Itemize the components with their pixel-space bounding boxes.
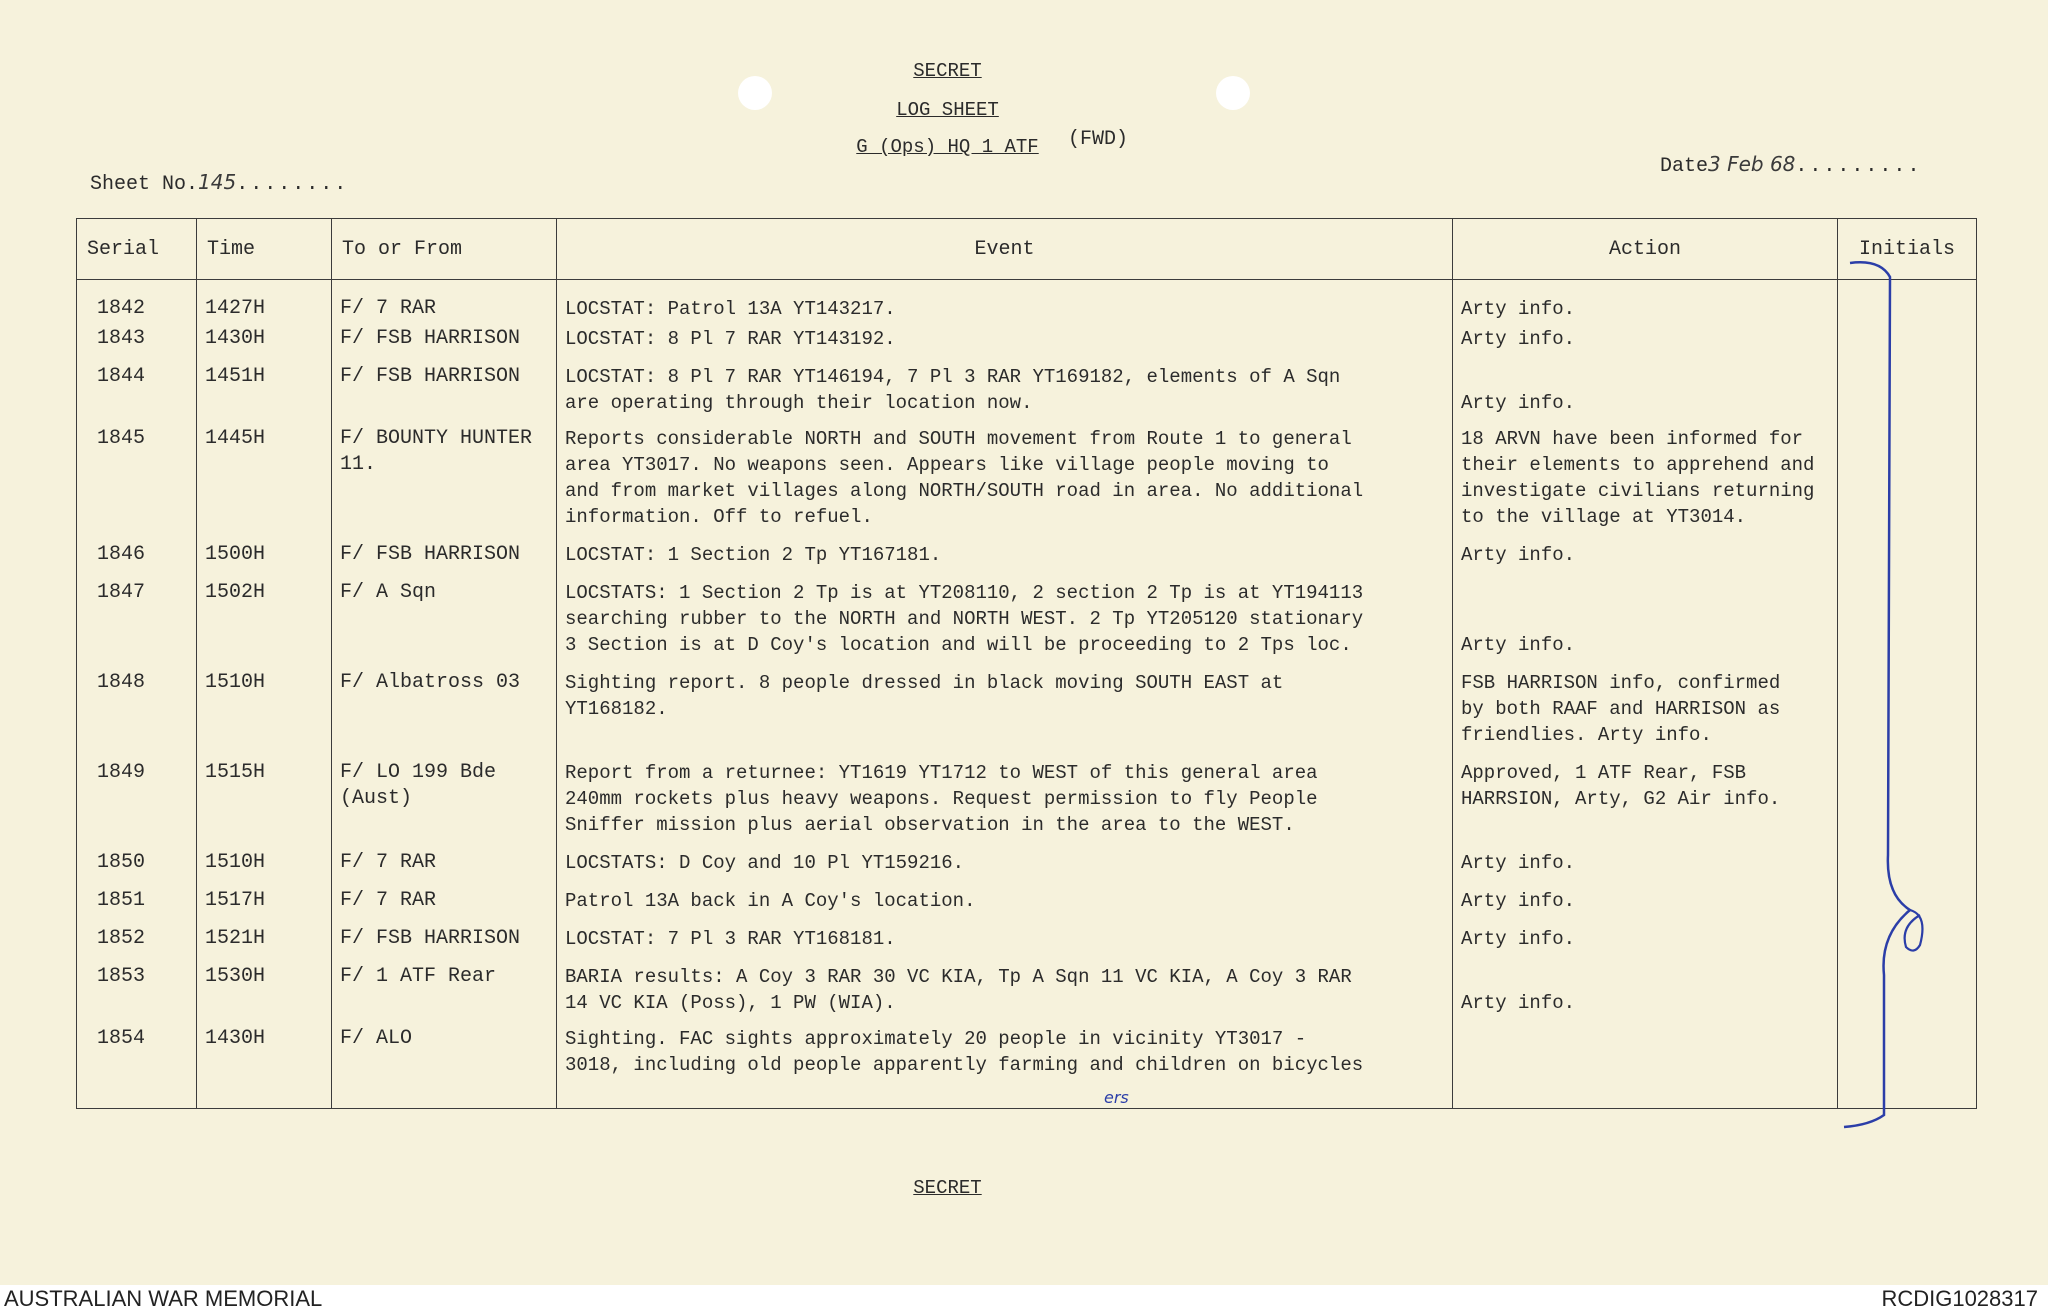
action-cell: Arty info. xyxy=(1453,324,1838,362)
archive-credit-bar xyxy=(0,1285,2048,1313)
unit-annotation: (FWD) xyxy=(1068,128,1129,151)
col-header-event: Event xyxy=(557,219,1453,280)
event-cell: Sighting report. 8 people dressed in black moving SOUTH EAST at YT168182. xyxy=(557,668,1453,758)
event-cell: LOCSTAT: 8 Pl 7 RAR YT143192. xyxy=(557,324,1453,362)
col-header-action: Action xyxy=(1453,219,1838,280)
archive-name: AUSTRALIAN WAR MEMORIAL xyxy=(4,1286,323,1311)
serial-cell: 1854 xyxy=(77,1024,197,1108)
action-cell: Approved, 1 ATF Rear, FSB HARRSION, Arty, G2 Air info. xyxy=(1453,758,1838,848)
table-row xyxy=(77,280,1977,325)
sheet-number-dots: ........ xyxy=(236,173,349,196)
table-row xyxy=(77,886,1977,924)
sheet-number-label: Sheet No. xyxy=(90,173,199,196)
time-cell: 1510H xyxy=(197,668,332,758)
serial-cell: 1849 xyxy=(77,758,197,848)
from-cell: F/ 1 ATF Rear xyxy=(332,962,557,1024)
handwritten-correction: ers xyxy=(1104,1088,1129,1107)
serial-cell: 1843 xyxy=(77,324,197,362)
time-cell: 1502H xyxy=(197,578,332,668)
action-cell: FSB HARRISON info, confirmed by both RAAF and HARRISON as friendlies. Arty info. xyxy=(1453,668,1838,758)
from-cell: F/ Albatross 03 xyxy=(332,668,557,758)
table-row xyxy=(77,540,1977,578)
serial-cell: 1846 xyxy=(77,540,197,578)
event-cell: LOCSTATS: D Coy and 10 Pl YT159216. xyxy=(557,848,1453,886)
from-cell: F/ FSB HARRISON xyxy=(332,924,557,962)
event-cell: LOCSTAT: 8 Pl 7 RAR YT146194, 7 Pl 3 RAR YT169182, elements of A Sqn are operating through their location now. xyxy=(557,362,1453,424)
log-table-header xyxy=(77,219,1977,280)
time-cell: 1521H xyxy=(197,924,332,962)
time-cell: 1530H xyxy=(197,962,332,1024)
action-cell: Arty info. xyxy=(1453,578,1838,668)
table-row xyxy=(77,578,1977,668)
date-dots: ......... xyxy=(1795,155,1922,178)
event-cell: Report from a returnee: YT1619 YT1712 to WEST of this general area 240mm rockets plus heavy weapons. Request permission to fly People Sniffer mission plus aerial observation in the area to the WEST. xyxy=(557,758,1453,848)
col-header-serial: Serial xyxy=(77,219,197,280)
table-row xyxy=(77,424,1977,540)
col-header-initials: Initials xyxy=(1838,219,1977,280)
classification-top: SECRET xyxy=(913,60,982,82)
event-cell: LOCSTAT: 7 Pl 3 RAR YT168181. xyxy=(557,924,1453,962)
time-cell: 1430H xyxy=(197,1024,332,1108)
table-row xyxy=(77,924,1977,962)
sheet-number-value: 145 xyxy=(198,170,237,194)
from-cell: F/ 7 RAR xyxy=(332,280,557,325)
table-row xyxy=(77,758,1977,848)
log-table xyxy=(76,218,1977,1109)
action-cell: Arty info. xyxy=(1453,362,1838,424)
table-row xyxy=(77,668,1977,758)
event-cell: Sighting. FAC sights approximately 20 people in vicinity YT3017 - 3018, including old people apparently farming and children on bicycles xyxy=(557,1024,1453,1108)
sheet-type-title: LOG SHEET xyxy=(896,99,999,121)
serial-cell: 1853 xyxy=(77,962,197,1024)
time-cell: 1510H xyxy=(197,848,332,886)
initials-bracket-mark xyxy=(1840,255,1950,1135)
serial-cell: 1850 xyxy=(77,848,197,886)
action-cell: Arty info. xyxy=(1453,280,1838,325)
from-cell: F/ BOUNTY HUNTER 11. xyxy=(332,424,557,540)
table-row xyxy=(77,1024,1977,1108)
from-cell: F/ FSB HARRISON xyxy=(332,362,557,424)
action-cell: Arty info. xyxy=(1453,924,1838,962)
date-label: Date xyxy=(1660,155,1709,178)
from-cell: F/ A Sqn xyxy=(332,578,557,668)
time-cell: 1500H xyxy=(197,540,332,578)
col-header-from: To or From xyxy=(332,219,557,280)
event-cell: BARIA results: A Coy 3 RAR 30 VC KIA, Tp A Sqn 11 VC KIA, A Coy 3 RAR 14 VC KIA (Poss), 1 PW (WIA). xyxy=(557,962,1453,1024)
from-cell: F/ ALO xyxy=(332,1024,557,1108)
time-cell: 1517H xyxy=(197,886,332,924)
serial-cell: 1844 xyxy=(77,362,197,424)
serial-cell: 1847 xyxy=(77,578,197,668)
col-header-time: Time xyxy=(197,219,332,280)
serial-cell: 1851 xyxy=(77,886,197,924)
table-row xyxy=(77,362,1977,424)
serial-cell: 1852 xyxy=(77,924,197,962)
archive-id: RCDIG1028317 xyxy=(1881,1286,2038,1311)
action-cell: 18 ARVN have been informed for their elements to apprehend and investigate civilians returning to the village at YT3014. xyxy=(1453,424,1838,540)
sheet-number xyxy=(90,170,348,196)
time-cell: 1445H xyxy=(197,424,332,540)
event-cell: Patrol 13A back in A Coy's location. xyxy=(557,886,1453,924)
action-cell: Arty info. xyxy=(1453,848,1838,886)
event-cell: LOCSTATS: 1 Section 2 Tp is at YT208110, 2 section 2 Tp is at YT194113 searching rubber to the NORTH and NORTH WEST. 2 Tp YT205120 stationary 3 Section is at D Coy's location and will be proceeding to 2 Tps loc. xyxy=(557,578,1453,668)
event-cell: LOCSTAT: Patrol 13A YT143217. xyxy=(557,280,1453,325)
action-cell: Arty info. xyxy=(1453,540,1838,578)
classification-bottom: SECRET xyxy=(913,1177,982,1199)
event-cell: LOCSTAT: 1 Section 2 Tp YT167181. xyxy=(557,540,1453,578)
from-cell: F/ 7 RAR xyxy=(332,886,557,924)
serial-cell: 1842 xyxy=(77,280,197,325)
time-cell: 1451H xyxy=(197,362,332,424)
time-cell: 1515H xyxy=(197,758,332,848)
time-cell: 1427H xyxy=(197,280,332,325)
from-cell: F/ LO 199 Bde (Aust) xyxy=(332,758,557,848)
serial-cell: 1848 xyxy=(77,668,197,758)
action-cell xyxy=(1453,1024,1838,1108)
table-row xyxy=(77,848,1977,886)
action-cell: Arty info. xyxy=(1453,886,1838,924)
table-row xyxy=(77,962,1977,1024)
event-cell: Reports considerable NORTH and SOUTH movement from Route 1 to general area YT3017. No weapons seen. Appears like village people moving to and from market villages along NORTH/SOUTH road in area. No additional information. Off to refuel. xyxy=(557,424,1453,540)
serial-cell: 1845 xyxy=(77,424,197,540)
from-cell: F/ FSB HARRISON xyxy=(332,324,557,362)
table-row xyxy=(77,324,1977,362)
time-cell: 1430H xyxy=(197,324,332,362)
from-cell: F/ 7 RAR xyxy=(332,848,557,886)
sheet-date xyxy=(1660,152,1921,178)
action-cell: Arty info. xyxy=(1453,962,1838,1024)
from-cell: F/ FSB HARRISON xyxy=(332,540,557,578)
unit-title: G (Ops) HQ 1 ATF xyxy=(856,136,1039,158)
date-value: 3 Feb 68 xyxy=(1708,152,1796,176)
